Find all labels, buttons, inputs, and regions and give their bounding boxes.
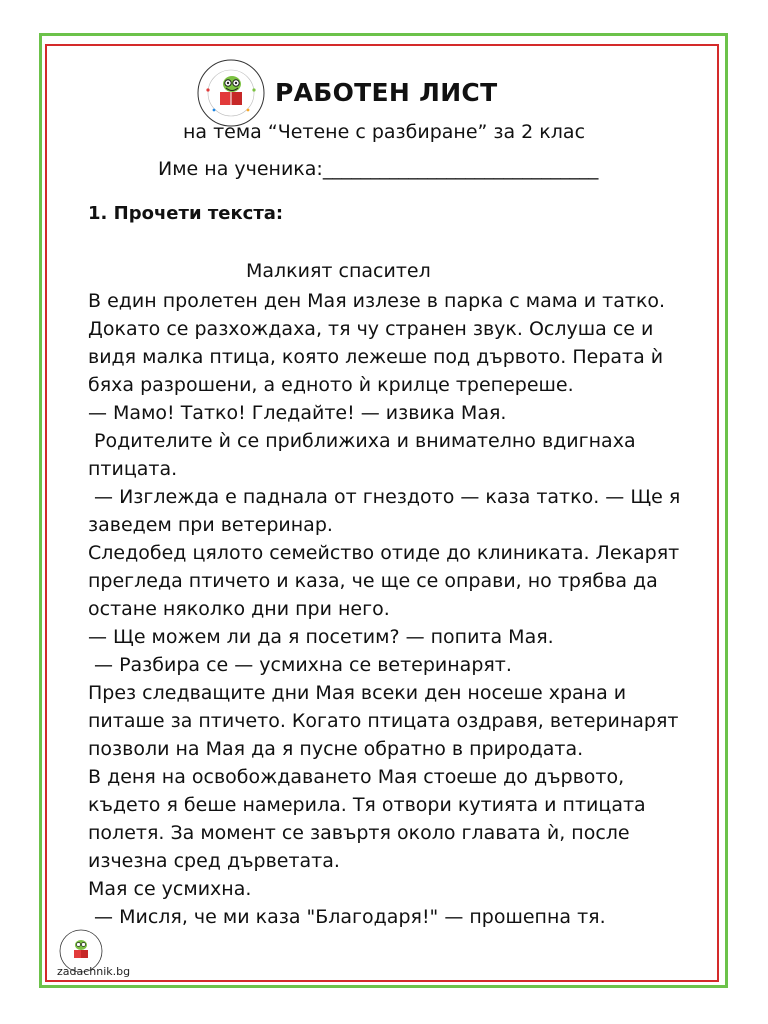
story-line: видя малка птица, която лежеше под дървото. Перата ѝ — [88, 346, 664, 368]
story-line: В един пролетен ден Мая излезе в парка с мама и татко. — [88, 290, 666, 312]
story-line: бяха разрошени, а едното ѝ крилце трепереше. — [88, 374, 574, 396]
story-line: — Мисля, че ми каза "Благодаря!" — прошепна тя. — [88, 906, 606, 928]
story-line: В деня на освобождаването Мая стоеше до дървото, — [88, 766, 625, 788]
story-line: птицата. — [88, 458, 178, 480]
story-line: където я беше намерила. Тя отвори кутията и птицата — [88, 794, 646, 816]
story-line: — Разбира се — усмихна се ветеринарят. — [88, 654, 512, 676]
story-line: През следващите дни Мая всеки ден носеше храна и — [88, 682, 627, 704]
worksheet-title: РАБОТЕН ЛИСТ — [275, 78, 498, 107]
story-line: позволи на Мая да я пусне обратно в природата. — [88, 738, 584, 760]
story-line: Следобед цялото семейство отиде до клиниката. Лекарят — [88, 542, 680, 564]
story-line: остане няколко дни при него. — [88, 598, 390, 620]
story-line: питаше за птичето. Когато птицата оздравя, ветеринарят — [88, 710, 679, 732]
story-line: изчезна сред дърветата. — [88, 850, 340, 872]
story-line: заведем при ветеринар. — [88, 514, 333, 536]
story-line: — Изглежда е паднала от гнездото — каза татко. — Ще я — [88, 486, 681, 508]
story-line: Родителите ѝ се приближиха и внимателно вдигнаха — [88, 430, 636, 452]
student-name-field: Име на ученика:_____________________________ — [158, 158, 599, 180]
worksheet-subtitle: на тема “Четене с разбиране” за 2 клас — [182, 121, 586, 143]
story-line: — Ще можем ли да я посетим? — попита Мая. — [88, 626, 554, 648]
story-line: Докато се разхождаха, тя чу странен звук. Ослуша се и — [88, 318, 654, 340]
story-line: Мая се усмихна. — [88, 878, 252, 900]
story-line: полетя. За момент се завъртя около главата ѝ, после — [88, 822, 630, 844]
story-line: прегледа птичето и каза, че ще се оправи, но трябва да — [88, 570, 658, 592]
zadachnik-logo — [196, 58, 266, 128]
story-title: Малкият спасител — [246, 260, 431, 282]
story-line: — Мамо! Татко! Гледайте! — извика Мая. — [88, 402, 507, 424]
footer-site-label: zadachnik.bg — [57, 965, 131, 978]
story-text — [88, 287, 728, 931]
task-heading: 1. Прочети текста: — [88, 203, 284, 224]
